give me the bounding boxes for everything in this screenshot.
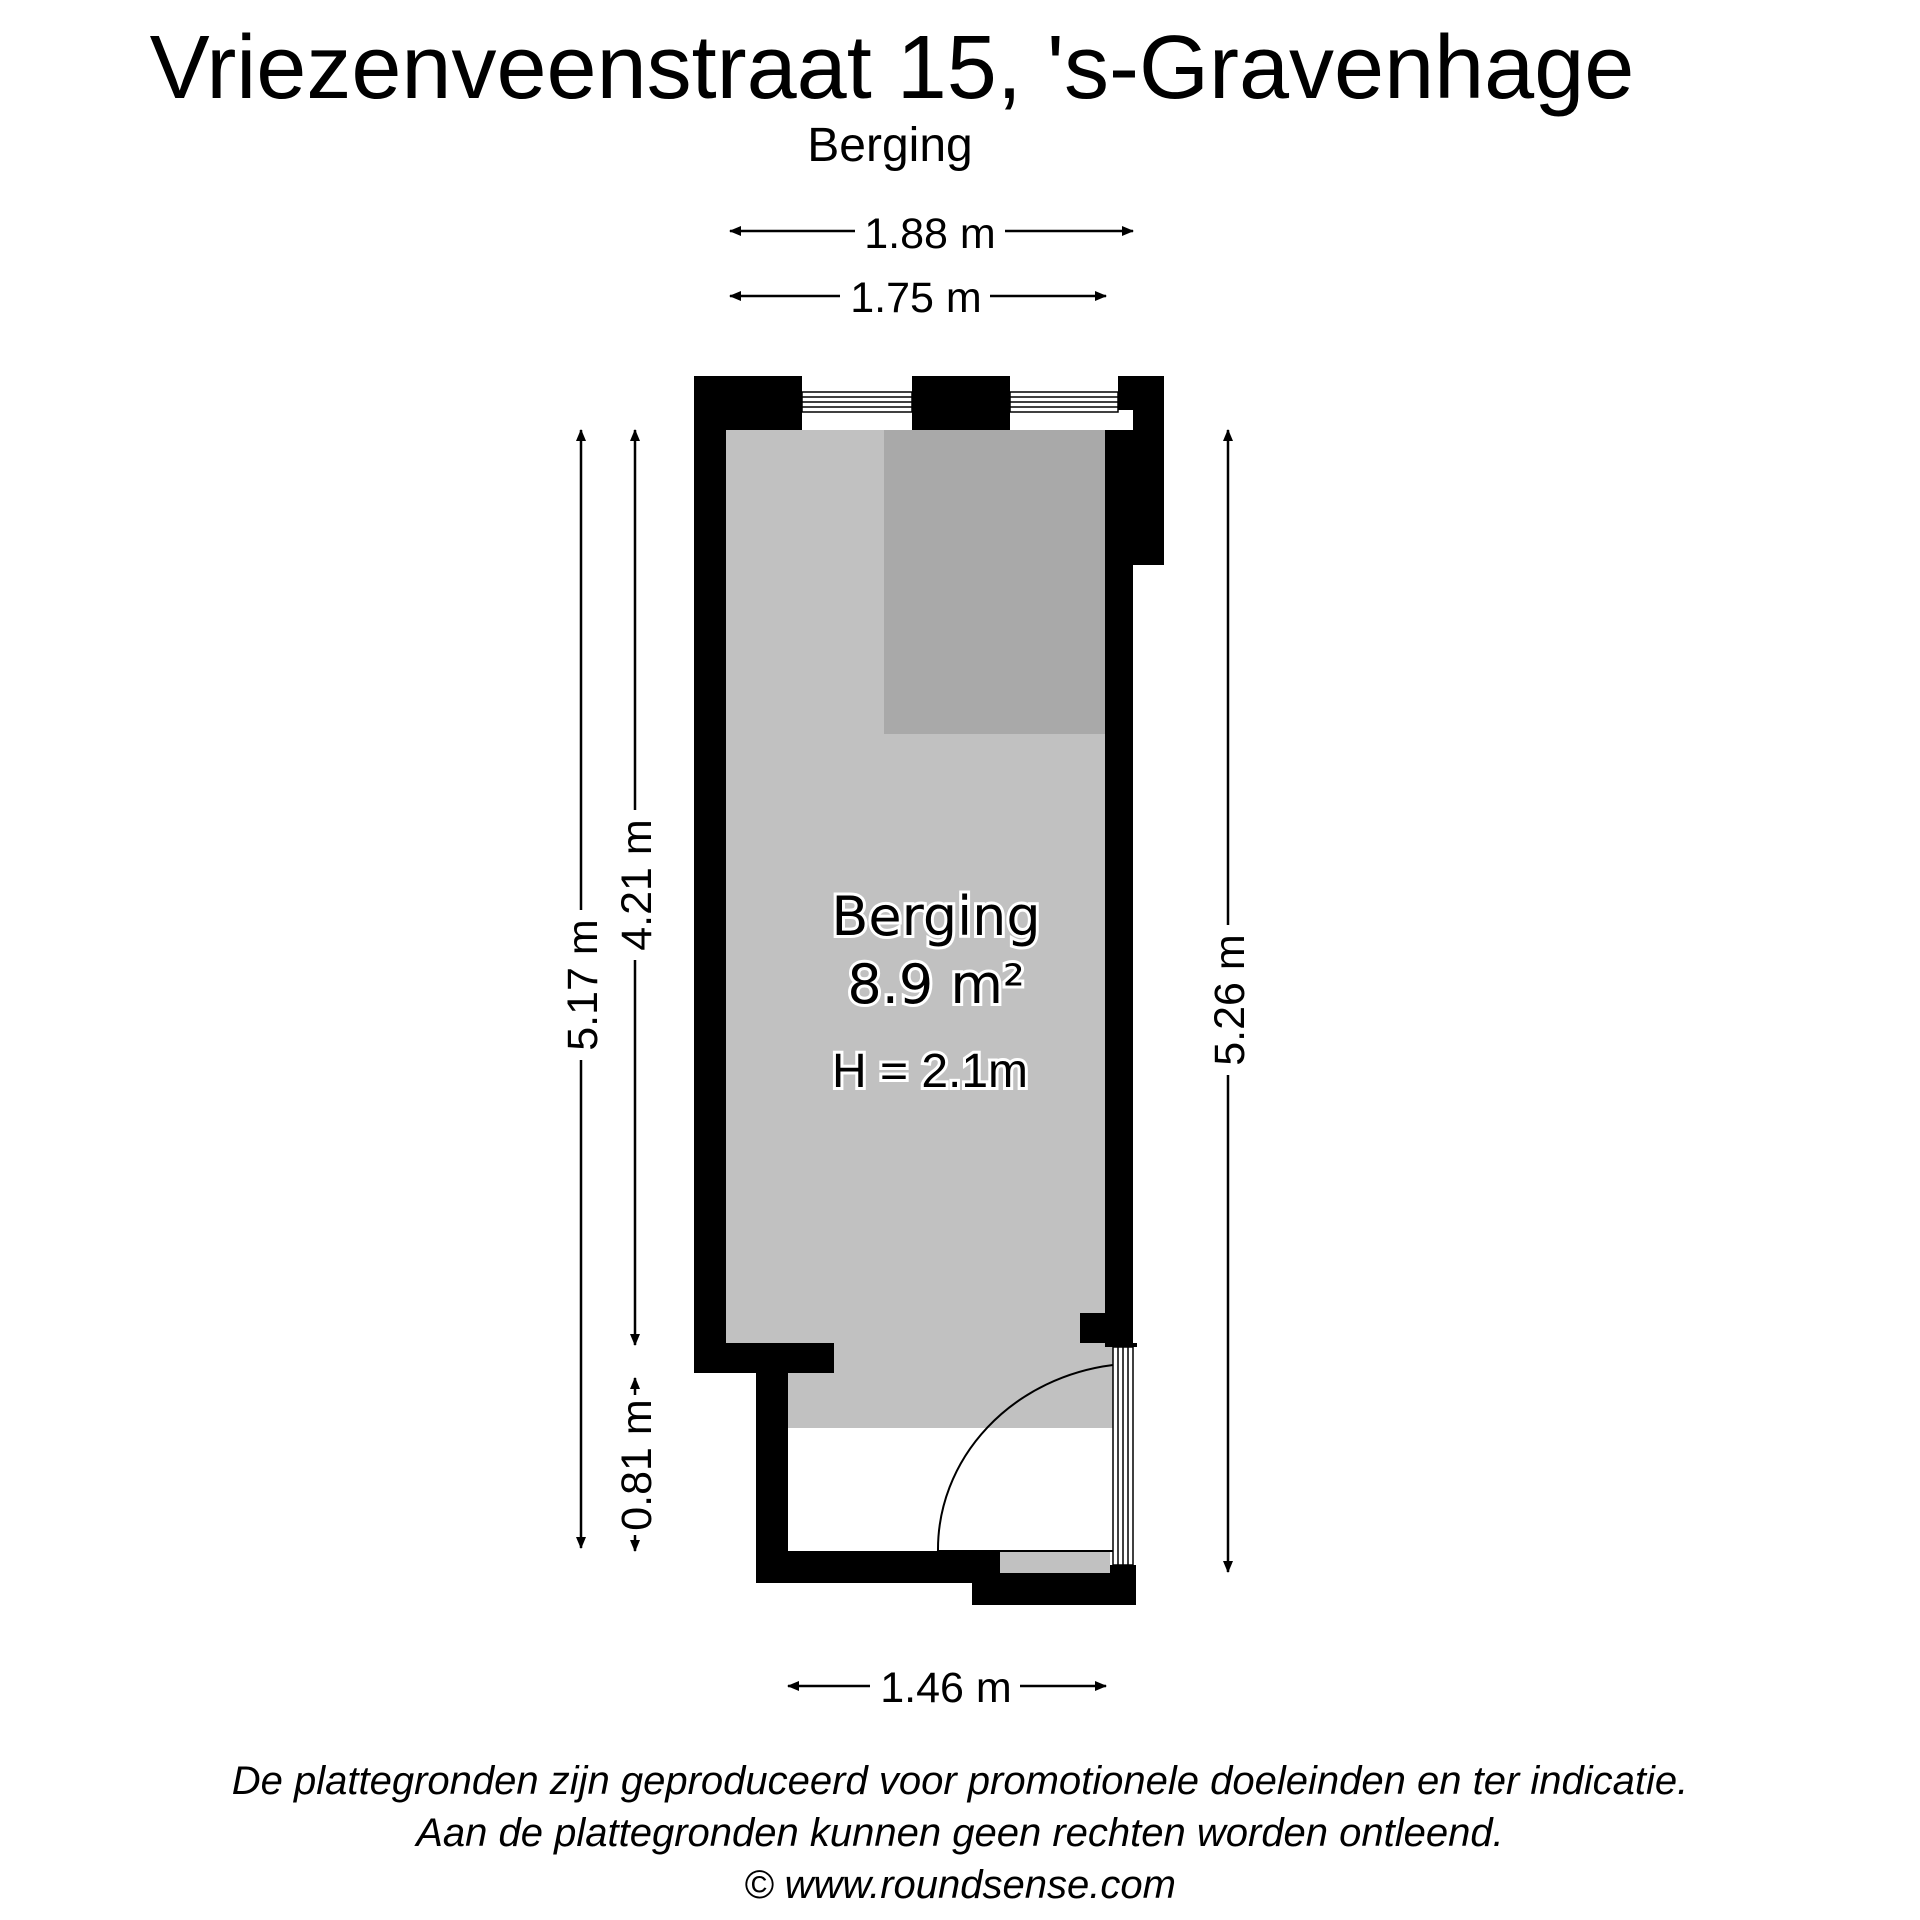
room-area-label: 8.9 m² — [847, 953, 1025, 1016]
wall-pier-top — [912, 376, 1010, 430]
copyright-link[interactable]: © www.roundsense.com — [744, 1863, 1176, 1907]
disclaimer-line-1: De plattegronden zijn geproduceerd voor promotionele doeleinden en ter indicatie. — [231, 1759, 1689, 1803]
door-threshold — [1000, 1551, 1110, 1573]
right-wall-ledge — [1080, 1313, 1133, 1343]
door — [1113, 1347, 1133, 1565]
room-name-label: Berging — [831, 885, 1041, 948]
right-wall — [1105, 532, 1133, 1343]
dimension-left-outer-label: 5.17 m — [559, 919, 607, 1051]
dimension-top-inner-label: 1.75 m — [850, 274, 982, 322]
room-height-label: H = 2.1m — [831, 1045, 1029, 1098]
dimension-left-inner-lower-label: 0.81 m — [613, 1399, 661, 1531]
plan-subtitle: Berging — [807, 119, 973, 172]
lower-left-wall-base — [756, 1573, 972, 1583]
dimension-bottom-label: 1.46 m — [880, 1664, 1012, 1712]
window-left — [802, 392, 912, 412]
plan-title: Vriezenveenstraat 15, 's-Gravenhage — [149, 18, 1635, 118]
floor-dark-zone — [884, 430, 1105, 734]
dimension-top-outer-label: 1.88 m — [864, 210, 996, 258]
disclaimer-line-2: Aan de plattegronden kunnen geen rechten worden ontleend. — [416, 1811, 1504, 1855]
dimension-right-label: 5.26 m — [1206, 934, 1254, 1066]
dimension-left-inner-upper-label: 4.21 m — [613, 819, 661, 951]
window-right — [1010, 392, 1118, 412]
disclaimer — [0, 1755, 1920, 1911]
